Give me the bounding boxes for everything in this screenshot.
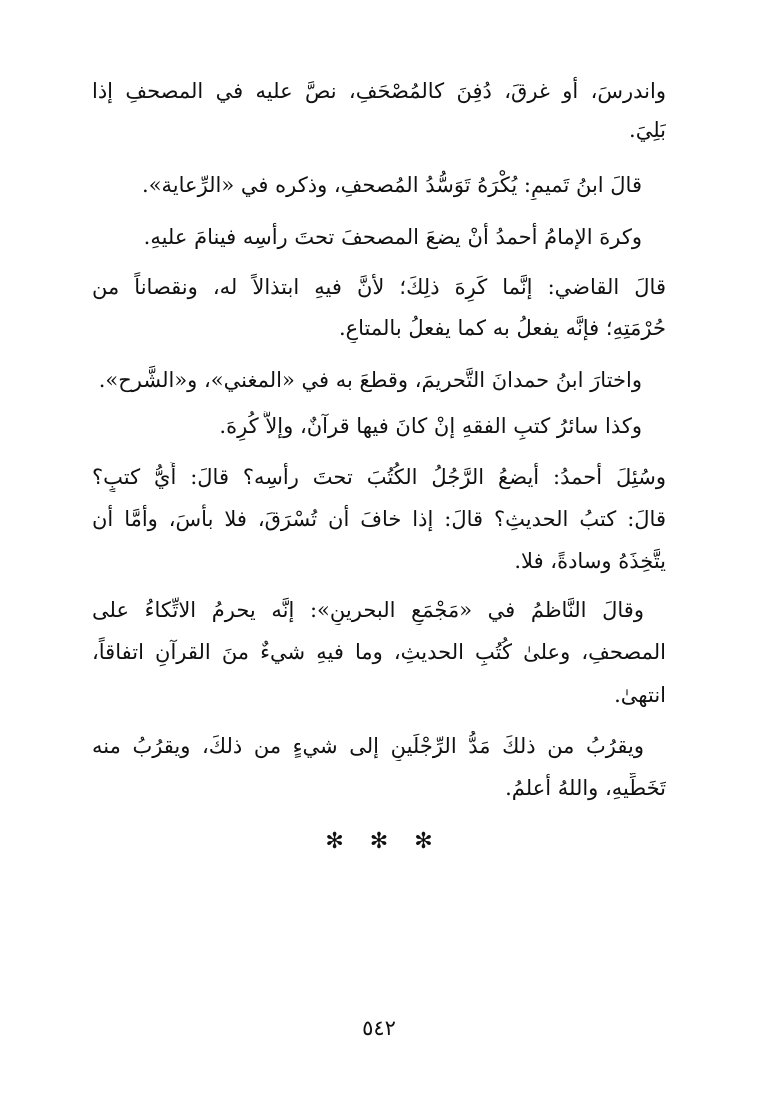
text-line-16: تَخَطِّيهِ، واللهُ أعلمُ. (505, 776, 666, 800)
text-line-13: المصحفِ، وعلىٰ كُتُبِ الحديثِ، وما فيهِ شيءٌ منَ القرآنِ اتفاقاً، (92, 640, 666, 664)
text-line-9: وسُئِلَ أحمدُ: أيضعُ الرَّجُلُ الكُتُبَ تحتَ رأسِه؟ قالَ: أَيُّ كتبٍ؟ (92, 465, 666, 489)
text-line-1: واندرسَ، أو غرقَ، دُفِنَ كالمُصْحَفِ، نصَّ عليه في المصحفِ إذا (92, 79, 666, 103)
text-line-8: وكذا سائرُ كتبِ الفقهِ إنْ كانَ فيها قرآنٌ، وإلاَّ كُرِهَ. (219, 414, 642, 438)
text-line-6: حُرْمَتِهِ؛ فإنَّه يفعلُ به كما يفعلُ بالمتاعِ. (338, 316, 666, 340)
section-separator: ✻✻✻ (325, 829, 459, 854)
text-line-5: قالَ القاضي: إنَّما كَرِهَ ذلِكَ؛ لأنَّ فيهِ ابتذالاً له، ونقصاناً من (92, 275, 666, 299)
text-line-15: ويقرُبُ من ذلكَ مَدُّ الرِّجْلَينِ إلى شيءٍ من ذلكَ، ويقرُبُ منه (92, 734, 644, 758)
text-line-11: يتَّخِذَهُ وسادةً، فلا. (514, 549, 666, 573)
page-number: ٥٤٢ (362, 1016, 396, 1040)
text-line-12: وقالَ النَّاظمُ في «مَجْمَعِ البحرينِ»: إنَّه يحرمُ الاتِّكاءُ على (92, 598, 644, 622)
text-line-7: واختارَ ابنُ حمدانَ التَّحريمَ، وقطعَ به في «المغني»، و«الشَّرح». (98, 368, 642, 392)
text-line-3: قالَ ابنُ تَميمٍ: يُكْرَهُ تَوَسُّدُ المُصحفِ، وذكره في «الرِّعاية». (142, 173, 642, 197)
text-line-2: بَلِيَ. (629, 118, 666, 142)
text-line-10: قالَ: كتبُ الحديثِ؟ قالَ: إذا خافَ أن تُسْرَقَ، فلا بأسَ، وأمَّا أن (92, 507, 666, 531)
text-line-14: انتهىٰ. (614, 683, 666, 707)
text-line-4: وكرهَ الإمامُ أحمدُ أنْ يضعَ المصحفَ تحتَ رأسِه فينامَ عليهِ. (143, 225, 642, 249)
